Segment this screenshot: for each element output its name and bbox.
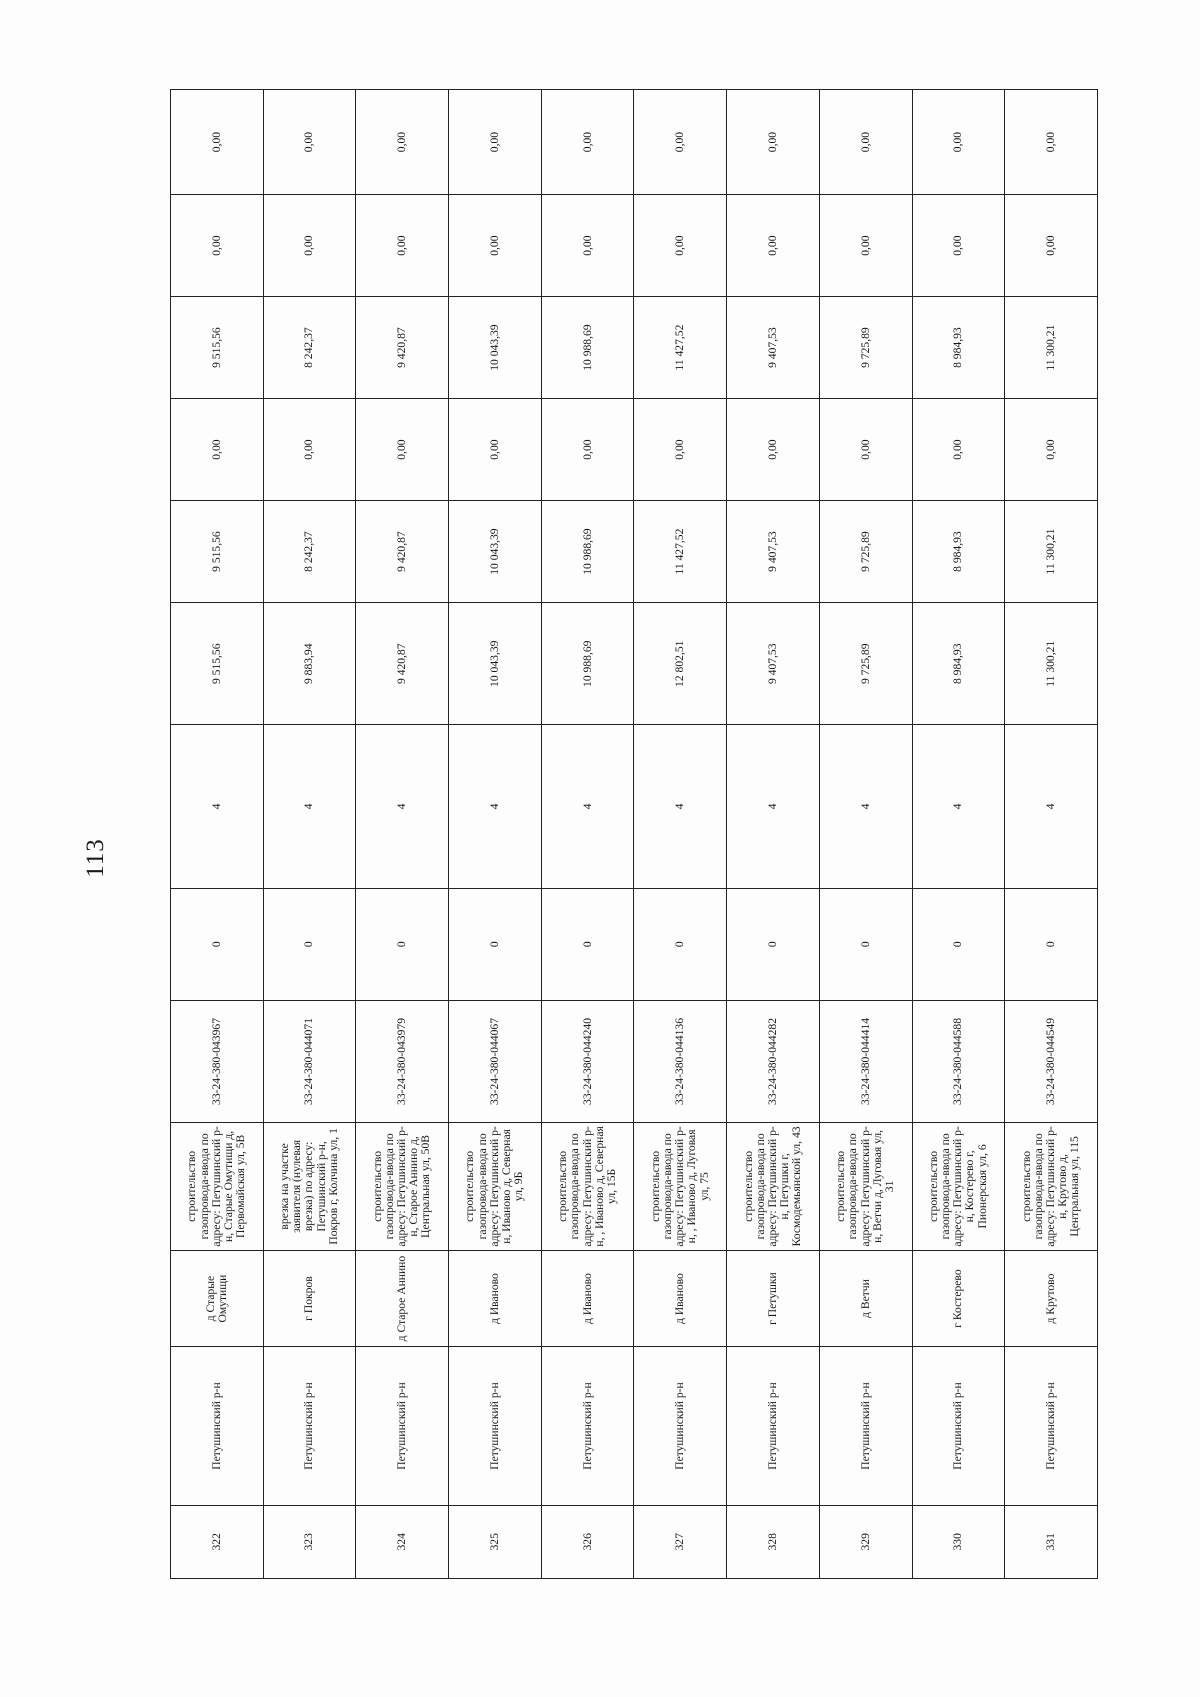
amount-cell-1: 8 984,93 — [912, 603, 1005, 725]
amount-cell-6: 0,00 — [727, 90, 820, 195]
category-cell: 4 — [634, 725, 727, 888]
cadastral-number-cell: 33-24-380-044067 — [449, 1000, 542, 1122]
locality-cell: г Покров — [263, 1250, 356, 1347]
amount-cell-1: 9 725,89 — [819, 603, 912, 725]
amount-cell-4: 10 988,69 — [541, 297, 634, 399]
amount-cell-4: 8 242,37 — [263, 297, 356, 399]
cadastral-number-cell: 33-24-380-044588 — [912, 1000, 1005, 1122]
amount-cell-4: 9 407,53 — [727, 297, 820, 399]
amount-cell-2: 10 043,39 — [449, 501, 542, 603]
row-number-cell: 328 — [727, 1505, 820, 1578]
locality-cell: д Иваново — [541, 1250, 634, 1347]
row-number-cell: 323 — [263, 1505, 356, 1578]
description-cell: строительство газопровода-ввода по адресу: Петушинский р-н, Старые Омутищи д, Первомайская ул, 5В — [171, 1123, 264, 1250]
amount-cell-4: 9 515,56 — [171, 297, 264, 399]
district-cell: Петушинский р-н — [634, 1347, 727, 1505]
table-row — [356, 90, 449, 1579]
table-row — [1005, 90, 1098, 1579]
description-cell: строительство газопровода-ввода по адресу: Петушинский р-н, Иваново д, Северная ул, 9Б — [449, 1123, 542, 1250]
amount-cell-3: 0,00 — [634, 399, 727, 501]
category-cell: 4 — [727, 725, 820, 888]
table-row — [449, 90, 542, 1579]
cadastral-number-cell: 33-24-380-044282 — [727, 1000, 820, 1122]
row-number-cell: 325 — [449, 1505, 542, 1578]
district-cell: Петушинский р-н — [449, 1347, 542, 1505]
district-cell: Петушинский р-н — [819, 1347, 912, 1505]
category-cell: 4 — [449, 725, 542, 888]
row-number-cell: 331 — [1005, 1505, 1098, 1578]
amount-cell-1: 9 515,56 — [171, 603, 264, 725]
category-cell: 4 — [171, 725, 264, 888]
description-cell: строительство газопровода-ввода по адресу: Петушинский р-н, Ветчи д, Луговая ул, 31 — [819, 1123, 912, 1250]
rotated-table-container — [170, 89, 1098, 1579]
district-cell: Петушинский р-н — [356, 1347, 449, 1505]
amount-cell-2: 8 242,37 — [263, 501, 356, 603]
amount-cell-4: 10 043,39 — [449, 297, 542, 399]
table-row — [912, 90, 1005, 1579]
page-number: 113 — [82, 838, 109, 878]
amount-cell-2: 9 407,53 — [727, 501, 820, 603]
amount-cell-6: 0,00 — [912, 90, 1005, 195]
amount-cell-5: 0,00 — [634, 195, 727, 297]
data-table — [170, 89, 1098, 1579]
description-cell: врезка на участке заявителя (нулевая врезка) по адресу: Петушинский р-н, Покров г, Колчина ул, 1 — [263, 1123, 356, 1250]
amount-cell-4: 9 420,87 — [356, 297, 449, 399]
zero-value-cell: 0 — [449, 888, 542, 1000]
cadastral-number-cell: 33-24-380-044414 — [819, 1000, 912, 1122]
amount-cell-3: 0,00 — [263, 399, 356, 501]
locality-cell: д Ветчи — [819, 1250, 912, 1347]
amount-cell-3: 0,00 — [449, 399, 542, 501]
row-number-cell: 326 — [541, 1505, 634, 1578]
amount-cell-2: 8 984,93 — [912, 501, 1005, 603]
description-cell: строительство газопровода-ввода по адресу: Петушинский р-н, , Иваново д, Луговая ул, 75 — [634, 1123, 727, 1250]
amount-cell-3: 0,00 — [541, 399, 634, 501]
amount-cell-3: 0,00 — [912, 399, 1005, 501]
amount-cell-4: 11 300,21 — [1005, 297, 1098, 399]
amount-cell-4: 11 427,52 — [634, 297, 727, 399]
district-cell: Петушинский р-н — [727, 1347, 820, 1505]
amount-cell-1: 11 300,21 — [1005, 603, 1098, 725]
amount-cell-6: 0,00 — [171, 90, 264, 195]
amount-cell-3: 0,00 — [171, 399, 264, 501]
zero-value-cell: 0 — [171, 888, 264, 1000]
zero-value-cell: 0 — [912, 888, 1005, 1000]
amount-cell-5: 0,00 — [727, 195, 820, 297]
locality-cell: г Костерево — [912, 1250, 1005, 1347]
amount-cell-2: 11 427,52 — [634, 501, 727, 603]
row-number-cell: 324 — [356, 1505, 449, 1578]
description-cell: строительство газопровода-ввода по адресу: Петушинский р-н, Петушки г, Космодемьянской ул, 43 — [727, 1123, 820, 1250]
zero-value-cell: 0 — [541, 888, 634, 1000]
district-cell: Петушинский р-н — [263, 1347, 356, 1505]
amount-cell-3: 0,00 — [1005, 399, 1098, 501]
cadastral-number-cell: 33-24-380-043967 — [171, 1000, 264, 1122]
amount-cell-5: 0,00 — [171, 195, 264, 297]
amount-cell-6: 0,00 — [263, 90, 356, 195]
category-cell: 4 — [541, 725, 634, 888]
amount-cell-5: 0,00 — [263, 195, 356, 297]
cadastral-number-cell: 33-24-380-044549 — [1005, 1000, 1098, 1122]
amount-cell-3: 0,00 — [819, 399, 912, 501]
cadastral-number-cell: 33-24-380-044240 — [541, 1000, 634, 1122]
cadastral-number-cell: 33-24-380-043979 — [356, 1000, 449, 1122]
amount-cell-6: 0,00 — [541, 90, 634, 195]
amount-cell-2: 11 300,21 — [1005, 501, 1098, 603]
row-number-cell: 330 — [912, 1505, 1005, 1578]
amount-cell-2: 10 988,69 — [541, 501, 634, 603]
table-row — [263, 90, 356, 1579]
table-body — [171, 90, 1098, 1579]
zero-value-cell: 0 — [634, 888, 727, 1000]
table-row — [634, 90, 727, 1579]
category-cell: 4 — [912, 725, 1005, 888]
locality-cell: д Иваново — [449, 1250, 542, 1347]
amount-cell-1: 9 407,53 — [727, 603, 820, 725]
category-cell: 4 — [356, 725, 449, 888]
amount-cell-2: 9 515,56 — [171, 501, 264, 603]
amount-cell-5: 0,00 — [1005, 195, 1098, 297]
zero-value-cell: 0 — [727, 888, 820, 1000]
amount-cell-6: 0,00 — [449, 90, 542, 195]
row-number-cell: 329 — [819, 1505, 912, 1578]
amount-cell-6: 0,00 — [819, 90, 912, 195]
table-row — [819, 90, 912, 1579]
cadastral-number-cell: 33-24-380-044071 — [263, 1000, 356, 1122]
description-cell: строительство газопровода-ввода по адресу: Петушинский р-н, Костерево г, Пионерская ул, 6 — [912, 1123, 1005, 1250]
district-cell: Петушинский р-н — [541, 1347, 634, 1505]
amount-cell-5: 0,00 — [819, 195, 912, 297]
zero-value-cell: 0 — [356, 888, 449, 1000]
locality-cell: д Старое Аннино — [356, 1250, 449, 1347]
amount-cell-2: 9 420,87 — [356, 501, 449, 603]
amount-cell-5: 0,00 — [356, 195, 449, 297]
amount-cell-3: 0,00 — [356, 399, 449, 501]
row-number-cell: 327 — [634, 1505, 727, 1578]
category-cell: 4 — [263, 725, 356, 888]
row-number-cell: 322 — [171, 1505, 264, 1578]
table-row — [171, 90, 264, 1579]
amount-cell-5: 0,00 — [449, 195, 542, 297]
amount-cell-1: 12 802,51 — [634, 603, 727, 725]
description-cell: строительство газопровода-ввода по адресу: Петушинский р-н, , Иваново д, Северная ул, 15Б — [541, 1123, 634, 1250]
amount-cell-2: 9 725,89 — [819, 501, 912, 603]
cadastral-number-cell: 33-24-380-044136 — [634, 1000, 727, 1122]
locality-cell: д Иваново — [634, 1250, 727, 1347]
district-cell: Петушинский р-н — [912, 1347, 1005, 1505]
amount-cell-4: 9 725,89 — [819, 297, 912, 399]
locality-cell: г Петушки — [727, 1250, 820, 1347]
zero-value-cell: 0 — [819, 888, 912, 1000]
locality-cell: д Крутово — [1005, 1250, 1098, 1347]
amount-cell-6: 0,00 — [634, 90, 727, 195]
amount-cell-1: 9 420,87 — [356, 603, 449, 725]
category-cell: 4 — [819, 725, 912, 888]
category-cell: 4 — [1005, 725, 1098, 888]
amount-cell-4: 8 984,93 — [912, 297, 1005, 399]
district-cell: Петушинский р-н — [1005, 1347, 1098, 1505]
amount-cell-5: 0,00 — [541, 195, 634, 297]
zero-value-cell: 0 — [263, 888, 356, 1000]
table-row — [541, 90, 634, 1579]
amount-cell-1: 9 883,94 — [263, 603, 356, 725]
zero-value-cell: 0 — [1005, 888, 1098, 1000]
description-cell: строительство газопровода-ввода по адресу: Петушинский р-н, Старое Аннино д, Центральная ул, 50В — [356, 1123, 449, 1250]
amount-cell-3: 0,00 — [727, 399, 820, 501]
table-row — [727, 90, 820, 1579]
description-cell: строительство газопровода-ввода по адресу: Петушинский р-н, Крутово д, Центральная ул, 115 — [1005, 1123, 1098, 1250]
amount-cell-6: 0,00 — [1005, 90, 1098, 195]
amount-cell-6: 0,00 — [356, 90, 449, 195]
amount-cell-1: 10 988,69 — [541, 603, 634, 725]
amount-cell-1: 10 043,39 — [449, 603, 542, 725]
amount-cell-5: 0,00 — [912, 195, 1005, 297]
district-cell: Петушинский р-н — [171, 1347, 264, 1505]
locality-cell: д Старые Омутищи — [171, 1250, 264, 1347]
